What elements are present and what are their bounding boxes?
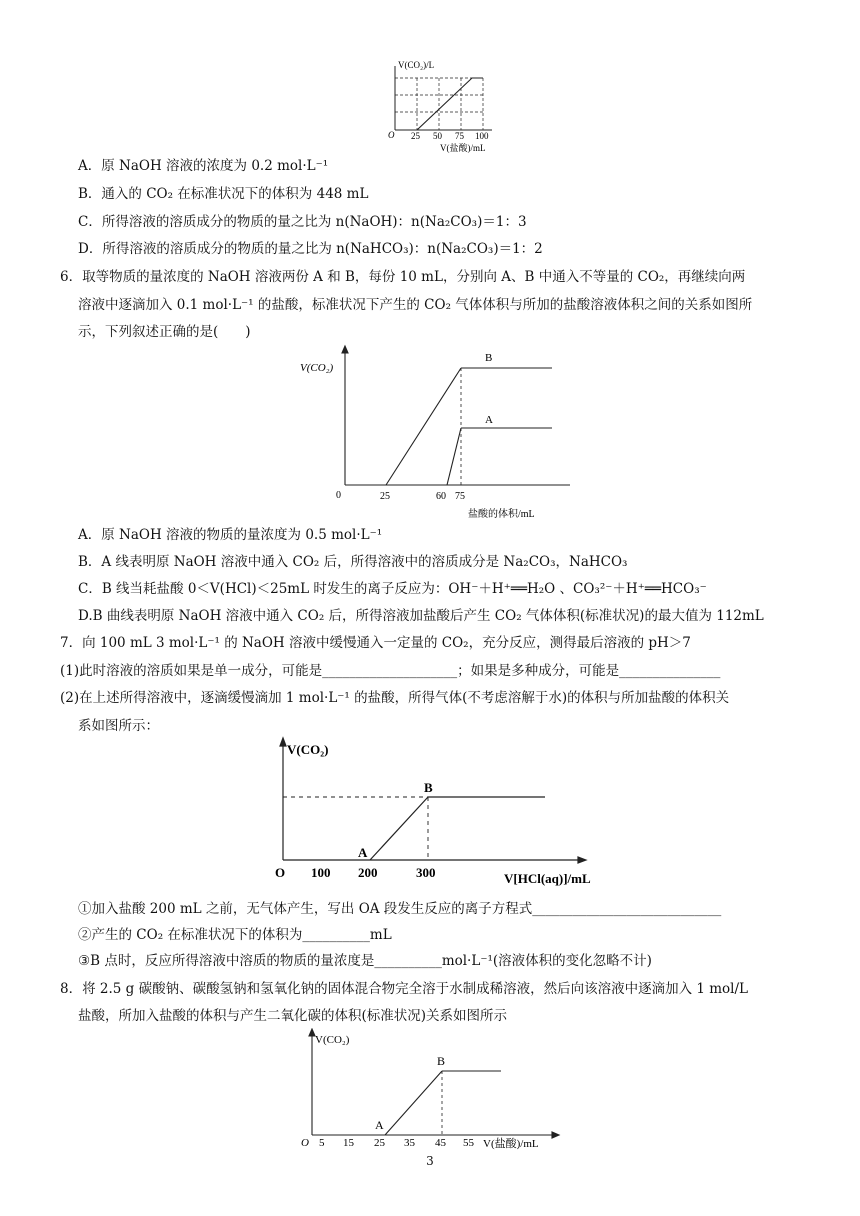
q7-item-2: ②产生的 CO₂ 在标准状况下的体积为__________mL — [78, 927, 392, 943]
q6-option-d: D.B 曲线表明原 NaOH 溶液中通入 CO₂ 后，所得溶液加盐酸后产生 CO₂ 气体体积(标准状况)的最大值为 112mL — [78, 608, 764, 624]
fig-top-xtick: 75 — [455, 131, 464, 141]
q6-stem-line1: 6．取等物质的量浓度的 NaOH 溶液两份 A 和 B，每份 10 mL，分别向 A、B 中通入不等量的 CO₂，再继续向两 — [60, 269, 746, 285]
fig8-origin: O — [301, 1137, 309, 1149]
fig8-label-a: A — [375, 1118, 384, 1132]
fig8-xtick: 15 — [343, 1137, 354, 1149]
figure-q6 — [295, 344, 575, 522]
fig8-label-b: B — [437, 1054, 446, 1068]
figure-q8 — [295, 1028, 580, 1152]
figure-q7 — [260, 736, 610, 888]
fig6-xtick: 25 — [380, 491, 390, 502]
q6-option-a: A．原 NaOH 溶液的物质的量浓度为 0.5 mol·L⁻¹ — [78, 527, 383, 543]
fig6-label-b: B — [485, 352, 493, 364]
q7-item-1: ①加入盐酸 200 mL 之前，无气体产生，写出 OA 段发生反应的离子方程式____________________________ — [78, 901, 722, 917]
fig8-xtick: 5 — [319, 1137, 325, 1149]
fig8-xtick: 55 — [463, 1137, 474, 1149]
q7-stem: 7．向 100 mL 3 mol·L⁻¹ 的 NaOH 溶液中缓慢通入一定量的 CO₂，充分反应，测得最后溶液的 pH＞7 — [60, 635, 691, 651]
fig7-xtick: 100 — [311, 865, 331, 880]
q8-stem-line1: 8．将 2.5 g 碳酸钠、碳酸氢钠和氢氧化钠的固体混合物完全溶于水制成稀溶液，然后向该溶液中逐滴加入 1 mol/L — [60, 981, 749, 997]
q6-stem-line2: 溶液中逐滴加入 0.1 mol·L⁻¹ 的盐酸，标准状况下产生的 CO₂ 气体体积与所加的盐酸溶液体积之间的关系如图所 — [78, 297, 753, 313]
fig8-xtick: 35 — [404, 1137, 415, 1149]
q5-option-c: C．所得溶液的溶质成分的物质的量之比为 n(NaOH)：n(Na₂CO₃)＝1：3 — [78, 214, 527, 230]
q5-option-b: B．通入的 CO₂ 在标准状况下的体积为 448 mL — [78, 186, 369, 202]
q7-sub2-line2: 系如图所示： — [78, 718, 159, 734]
fig7-ylabel: V(CO₂) — [287, 742, 329, 757]
fig6-xtick: 60 — [436, 491, 446, 502]
q5-option-d: D．所得溶液的溶质成分的物质的量之比为 n(NaHCO₃)：n(Na₂CO₃)＝1：2 — [78, 241, 543, 257]
fig8-xtick: 25 — [374, 1137, 385, 1149]
fig-top-ylabel: V(CO₂)/L — [398, 60, 435, 70]
fig-top-origin: O — [388, 130, 395, 140]
fig7-origin: O — [275, 865, 286, 880]
fig7-label-a: A — [358, 845, 368, 860]
fig7-xtick: 200 — [358, 865, 378, 880]
q7-sub1: (1)此时溶液的溶质如果是单一成分，可能是____________________；如果是多种成分，可能是_______________ — [60, 663, 721, 679]
q6-option-b: B．A 线表明原 NaOH 溶液中通入 CO₂ 后，所得溶液中的溶质成分是 Na₂CO₃，NaHCO₃ — [78, 554, 628, 570]
fig-top-xtick: 50 — [433, 131, 442, 141]
q5-option-a: A．原 NaOH 溶液的浓度为 0.2 mol·L⁻¹ — [78, 158, 329, 174]
fig-top-xtick: 25 — [411, 131, 420, 141]
fig7-label-b: B — [424, 780, 433, 795]
q6-stem-line3: 示，下列叙述正确的是( ) — [78, 324, 251, 340]
fig8-xtick: 45 — [435, 1137, 446, 1149]
q7-sub2-line1: (2)在上述所得溶液中，逐滴缓慢滴加 1 mol·L⁻¹ 的盐酸，所得气体(不考虑溶解于水)的体积与所加盐酸的体积关 — [60, 690, 730, 706]
fig6-xlabel: 盐酸的体积/mL — [468, 509, 535, 520]
fig7-xtick: 300 — [416, 865, 436, 880]
fig6-ylabel: V(CO₂) — [300, 362, 334, 374]
q8-stem-line2: 盐酸，所加入盐酸的体积与产生二氧化碳的体积(标准状况)关系如图所示 — [78, 1008, 508, 1024]
fig-top-xlabel: V(盐酸)/mL — [440, 143, 486, 153]
fig-top-xtick: 100 — [475, 131, 489, 141]
fig7-xlabel: V[HCl(aq)]/mL — [504, 871, 591, 886]
fig8-ylabel: V(CO₂) — [315, 1034, 350, 1046]
fig6-label-a: A — [485, 414, 493, 426]
q6-option-c: C．B 线当耗盐酸 0＜V(HCl)＜25mL 时发生的离子反应为：OH⁻＋H⁺══H₂O 、CO₃²⁻＋H⁺══HCO₃⁻ — [78, 581, 707, 597]
fig6-origin: 0 — [336, 490, 341, 501]
fig8-xlabel: V(盐酸)/mL — [483, 1138, 539, 1150]
page-number: 3 — [426, 1154, 434, 1168]
figure-top — [380, 58, 510, 154]
fig6-xtick: 75 — [455, 491, 465, 502]
q7-item-3: ③B 点时，反应所得溶液中溶质的物质的量浓度是__________mol·L⁻¹(溶液体积的变化忽略不计) — [78, 953, 652, 969]
